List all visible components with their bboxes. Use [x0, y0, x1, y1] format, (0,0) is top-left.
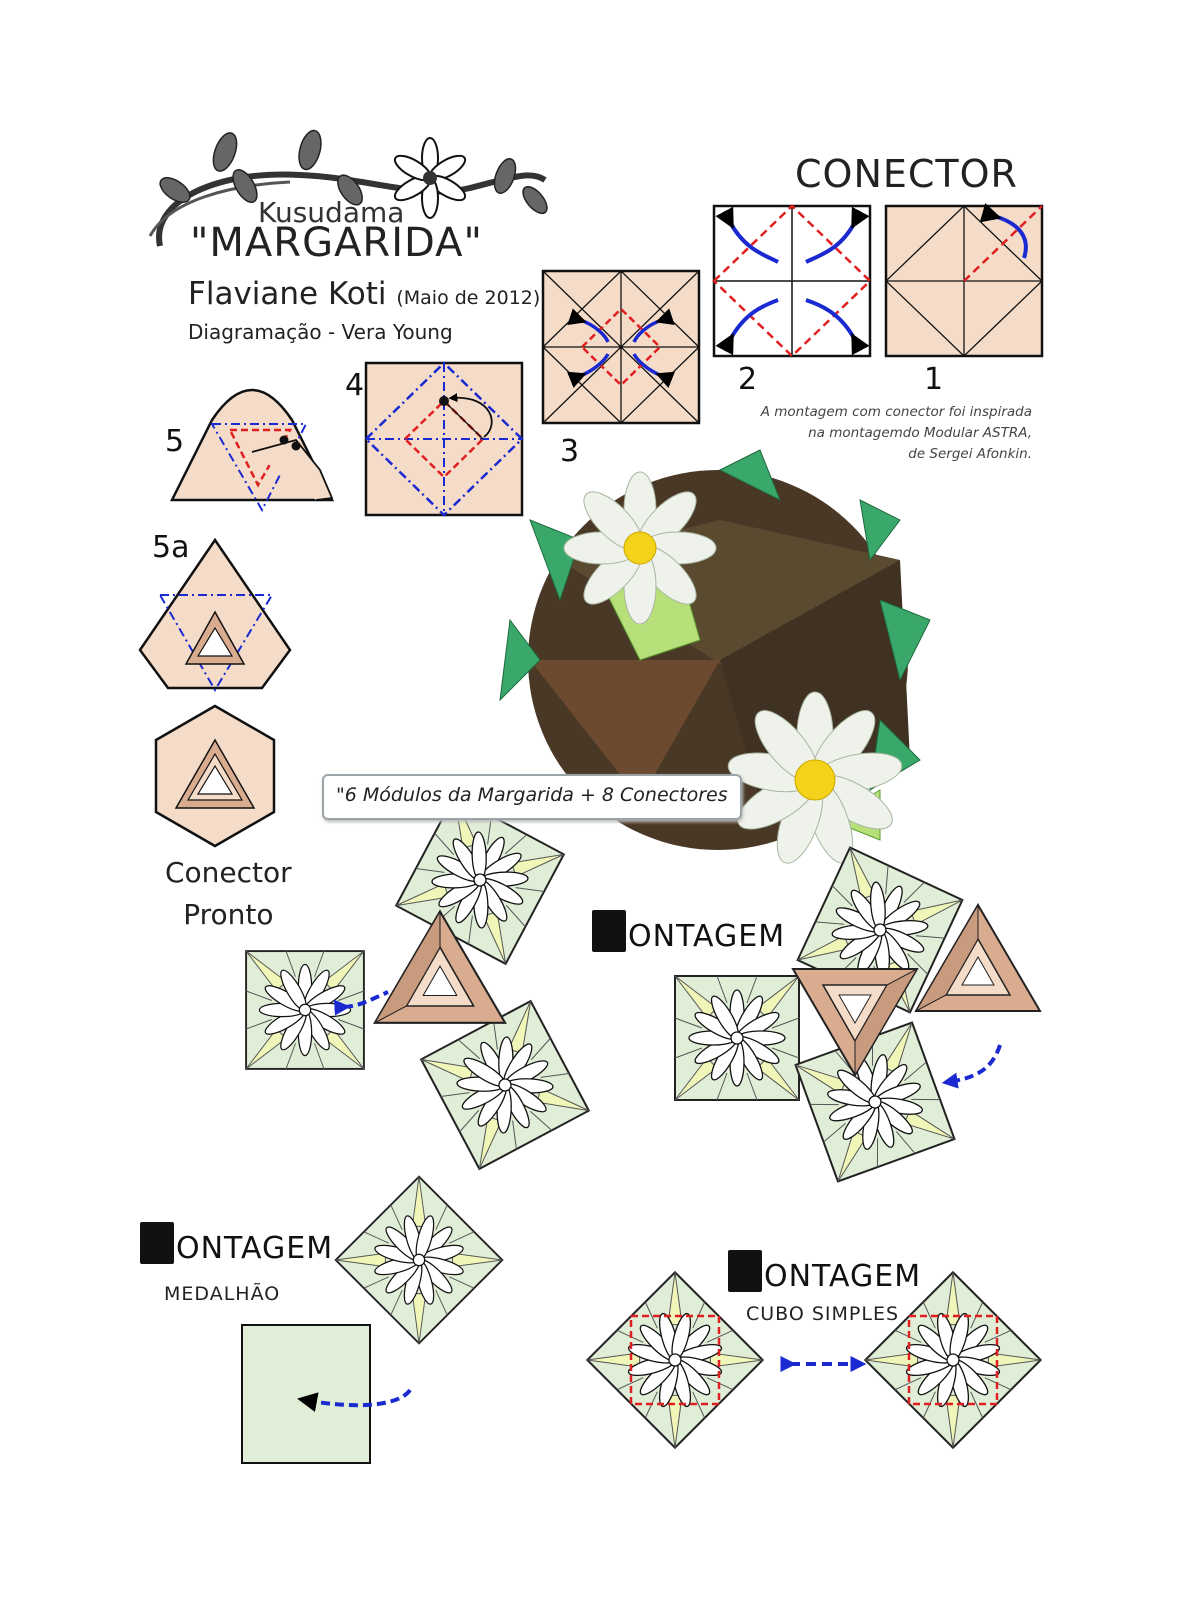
author-line: [188, 276, 540, 312]
pronto-line-2: Pronto: [183, 898, 274, 931]
m-logo-icon: [592, 910, 626, 952]
step-label-1: 1: [924, 362, 944, 397]
note-line-1: A montagem com conector foi inspirada: [760, 404, 1032, 420]
montagem-heading-2: [140, 1222, 333, 1266]
medalhao-label: MEDALHÃO: [164, 1283, 281, 1305]
assembly-diagram-right: [675, 848, 1040, 1182]
montagem-text-2: ONTAGEM: [176, 1231, 334, 1266]
step-2-diagram: [714, 206, 870, 356]
page-title: "MARGARIDA": [190, 220, 483, 266]
step-4-diagram: [366, 363, 522, 515]
step-label-2: 2: [738, 362, 758, 397]
connector-ready-diagram: [156, 706, 274, 846]
assembly-medalhao-diagram: [242, 1177, 502, 1463]
kusudama-label: Kusudama: [258, 196, 405, 229]
note-line-3: de Sergei Afonkin.: [908, 446, 1032, 462]
note-line-2: na montagemdo Modular ASTRA,: [808, 425, 1032, 441]
step-5-diagram: [172, 390, 332, 510]
m-logo-icon: [728, 1250, 762, 1292]
montagem-heading-3: [728, 1250, 921, 1294]
step-1-diagram: [886, 206, 1042, 356]
modules-caption: "6 Módulos da Margarida + 8 Conectores: [336, 784, 728, 806]
diagram-credit: Diagramação - Vera Young: [188, 320, 453, 344]
conector-note: [761, 402, 1032, 465]
montagem-text-3: ONTAGEM: [764, 1259, 922, 1294]
conector-pronto-label: [165, 852, 292, 936]
step-label-4: 4: [345, 368, 365, 403]
modules-caption-box: [322, 774, 742, 820]
date-label: (Maio de 2012): [396, 287, 541, 309]
step-3-diagram: [543, 271, 699, 423]
pronto-line-1: Conector: [165, 856, 292, 889]
assembly-cubo-diagram: [587, 1272, 1041, 1448]
conector-heading: CONECTOR: [795, 152, 1018, 196]
step-label-3: 3: [560, 434, 580, 469]
step-label-5a: 5a: [152, 530, 190, 565]
m-logo-icon: [140, 1222, 174, 1264]
cubo-simples-label: CUBO SIMPLES: [746, 1303, 900, 1325]
step-label-5: 5: [165, 424, 185, 459]
montagem-heading-1: [592, 910, 785, 954]
author-name: Flaviane Koti: [188, 276, 387, 312]
assembly-diagram-left: [246, 796, 589, 1169]
montagem-text-1: ONTAGEM: [628, 919, 786, 954]
